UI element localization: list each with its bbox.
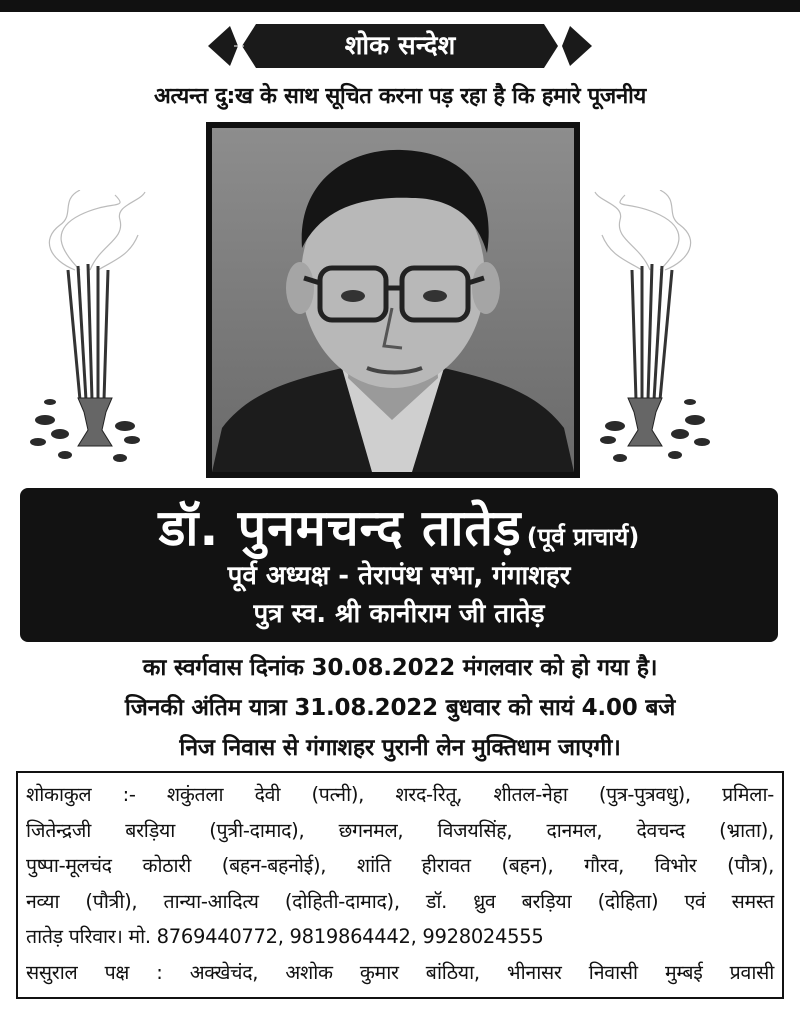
mourners-contact-line: तातेड़ परिवार। मो. 8769440772, 9819864442, 9928024555 — [26, 925, 544, 948]
incense-sticks-with-flowers-icon — [590, 190, 720, 480]
page-title: शोक सन्देश — [344, 31, 456, 61]
funeral-place-text: निज निवास से गंगाशहर पुरानी लेन मुक्तिधाम जाएगी। — [179, 735, 621, 761]
deceased-title-suffix: (पूर्व प्राचार्य) — [526, 523, 640, 551]
funeral-time-text: जिनकी अंतिम यात्रा 31.08.2022 बुधवार को सायं 4.00 बजे — [124, 695, 676, 721]
portrait-photo — [206, 122, 580, 478]
intro-text: अत्यन्त दु:ख के साथ सूचित करना पड़ रहा है कि हमारे पूजनीय — [153, 84, 647, 109]
mourners-line: शोकाकुल :- शकुंतला देवी (पत्नी), शरद-रितू, शीतल-नेहा (पुत्र-पुत्रवधु), प्रमिला- — [26, 783, 774, 806]
incense-sticks-with-flowers-icon — [20, 190, 150, 480]
person-portrait-icon — [212, 128, 574, 472]
top-border — [0, 0, 800, 12]
mourners-line: जितेन्द्रजी बरड़िया (पुत्री-दामाद), छगनमल, विजयसिंह, दानमल, देवचन्द (भ्राता), — [26, 818, 774, 842]
deceased-position: पूर्व अध्यक्ष - तेरापंथ सभा, गंगाशहर — [227, 561, 571, 591]
portrait-image — [212, 128, 574, 472]
header-banner — [208, 22, 592, 70]
name-panel — [20, 488, 778, 642]
mourners-line: पुष्पा-मूलचंद कोठारी (बहन-बहनोई), शांति हीरावत (बहन), गौरव, विभोर (पौत्र), — [26, 854, 774, 877]
death-date-text: का स्वर्गवास दिनांक 30.08.2022 मंगलवार को हो गया है। — [142, 655, 658, 681]
in-laws-line: ससुराल पक्ष : अक्खेचंद, अशोक कुमार बांठिया, भीनासर निवासी मुम्बई प्रवासी — [26, 960, 774, 984]
deceased-name-line — [20, 492, 778, 560]
mourners-box — [16, 771, 784, 999]
deceased-name: डॉ. पुनमचन्द तातेड़ — [158, 499, 522, 557]
deceased-parentage: पुत्र स्व. श्री कानीराम जी तातेड़ — [253, 599, 545, 629]
mourners-line: नव्या (पौत्री), तान्या-आदित्य (दोहिती-दामाद), डॉ. ध्रुव बरड़िया (दोहिता) एवं समस्त — [26, 889, 774, 913]
